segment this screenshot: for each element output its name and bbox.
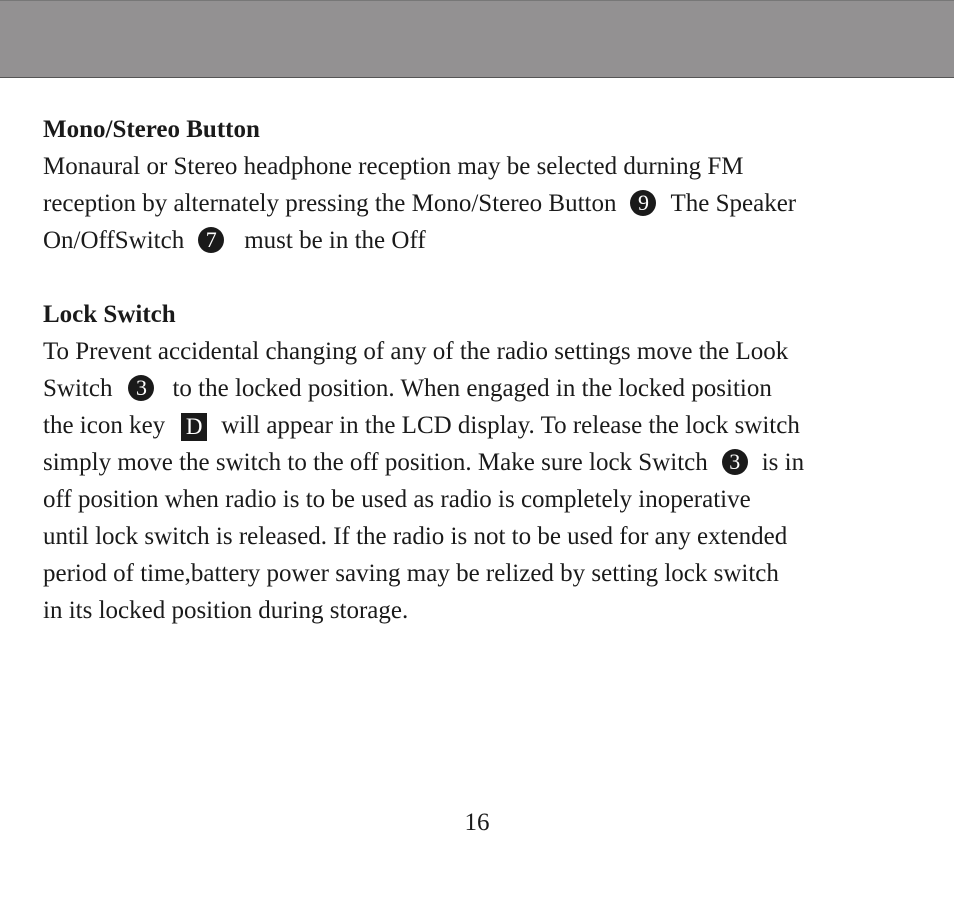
callout-number-7-icon: 7 (198, 227, 224, 253)
paragraph-line (43, 407, 913, 444)
paragraph-text: Switch (43, 375, 113, 402)
paragraph-line: period of time,battery power saving may be relized by setting lock switch (43, 560, 779, 587)
paragraph-line: off position when radio is to be used as radio is completely inoperative (43, 486, 751, 513)
lock-key-d-icon: D (181, 413, 207, 441)
paragraph-line: until lock switch is released. If the radio is not to be used for any extended (43, 523, 788, 550)
callout-number-3-icon: 3 (128, 375, 154, 401)
paragraph-text: reception by alternately pressing the Mono/Stereo Button (43, 190, 617, 217)
paragraph-text: is in (761, 449, 805, 476)
paragraph-line (43, 185, 913, 222)
page-number: 16 (464, 809, 490, 836)
paragraph-text: must be in the Off (244, 227, 426, 254)
paragraph-text: will appear in the LCD display. To release the lock switch (221, 412, 800, 439)
paragraph-text: to the locked position. When engaged in the locked position (172, 375, 772, 402)
manual-content (43, 111, 913, 629)
paragraph-line (43, 222, 913, 259)
paragraph-line (43, 444, 913, 481)
callout-number-9-icon: 9 (630, 190, 656, 216)
paragraph-text: On/OffSwitch (43, 227, 185, 254)
callout-number-3-icon: 3 (722, 449, 748, 475)
paragraph-text: simply move the switch to the off position. Make sure lock Switch (43, 449, 708, 476)
paragraph-text: The Speaker (670, 190, 797, 217)
header-bar (0, 0, 954, 78)
paragraph-text: the icon key (43, 412, 166, 439)
paragraph-line: To Prevent accidental changing of any of the radio settings move the Look (43, 338, 789, 365)
section-title-lock-switch: Lock Switch (43, 301, 176, 328)
paragraph-line: in its locked position during storage. (43, 597, 409, 624)
section-spacer (43, 259, 913, 296)
section-title-mono-stereo: Mono/Stereo Button (43, 116, 260, 143)
paragraph-line (43, 370, 913, 407)
paragraph-line: Monaural or Stereo headphone reception may be selected durning FM (43, 153, 744, 180)
